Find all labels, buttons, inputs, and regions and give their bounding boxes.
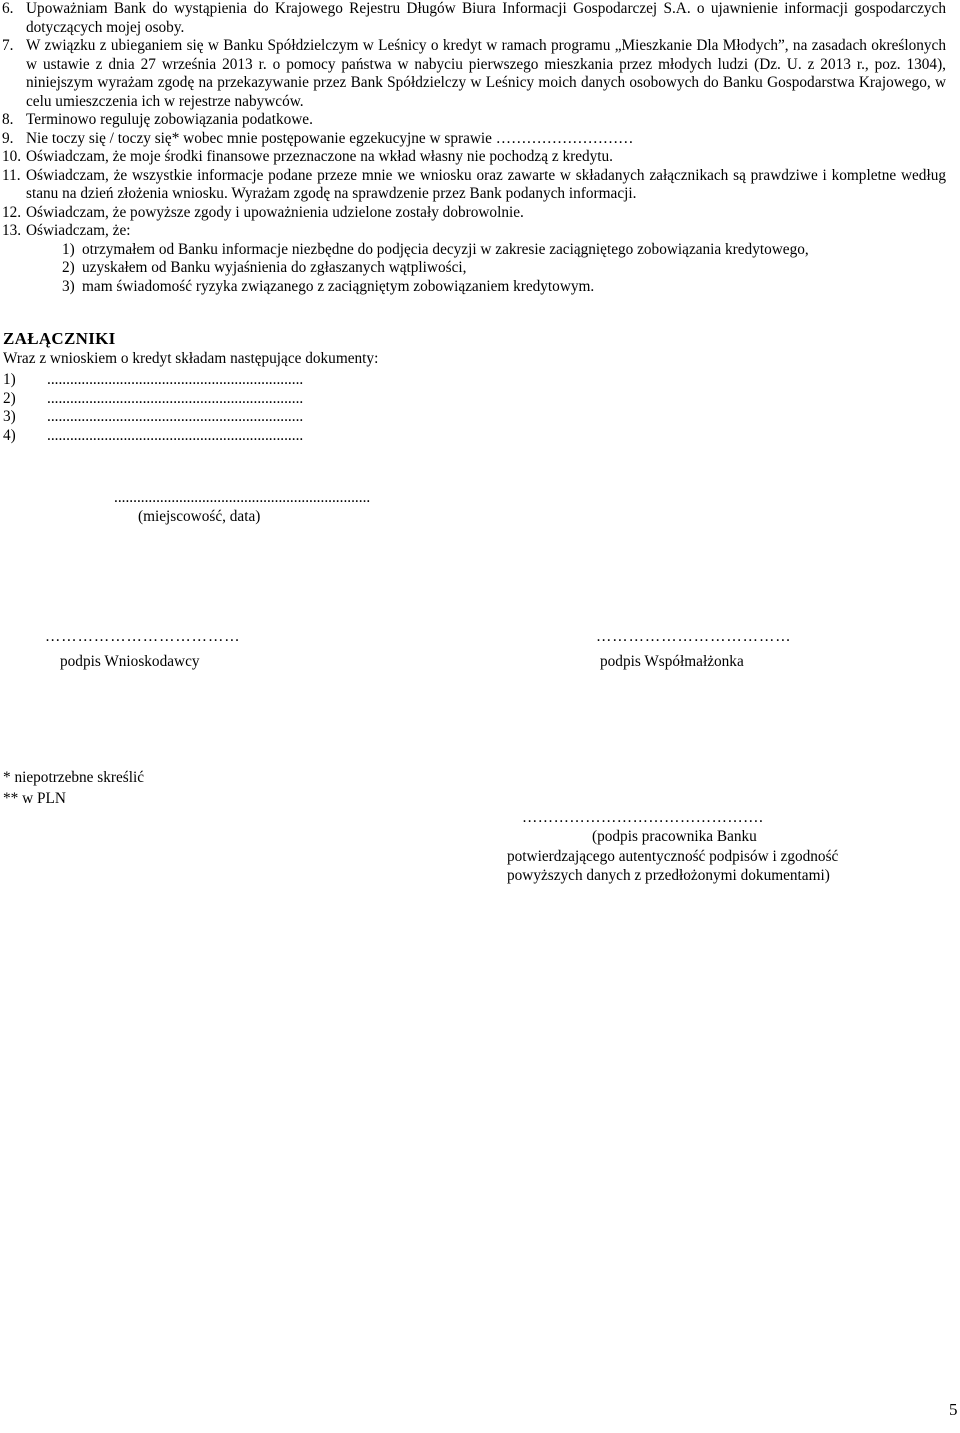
- attachment-dots: ...................................................................: [47, 371, 304, 388]
- sublist-number: 1): [62, 240, 75, 258]
- item-number: 7.: [2, 37, 14, 54]
- item-number: 6.: [2, 0, 14, 17]
- attachments-intro: Wraz z wnioskiem o kredyt składam następujące dokumenty:: [3, 350, 379, 367]
- bank-signature-note-line-3: powyższych danych z przedłożonymi dokumentami): [507, 867, 830, 884]
- place-date-dots: ...................................................................: [114, 489, 371, 506]
- attachment-line: [3, 371, 303, 390]
- sublist-text: otrzymałem od Banku informacje niezbędne do podjęcia decyzji w zakresie zaciągniętego zobowiązania kredytowego,: [82, 240, 809, 258]
- item-number: 10.: [2, 148, 22, 165]
- list-item: [2, 111, 946, 130]
- bank-signature-note-line-2: potwierdzającego autentyczność podpisów i zgodność: [507, 848, 839, 865]
- attachment-line: [3, 390, 303, 409]
- attachment-number: 1): [3, 371, 16, 388]
- bank-signature-line: ……………………………………….: [522, 809, 764, 826]
- sublist-item: [62, 241, 946, 260]
- page-number: 5: [949, 1400, 958, 1419]
- attachment-line: [3, 408, 303, 427]
- list-item: [2, 37, 946, 111]
- attachment-dots: ...................................................................: [47, 426, 304, 444]
- sublist-text: mam świadomość ryzyka związanego z zaciągniętym zobowiązaniem kredytowym.: [82, 277, 595, 295]
- item-number: 12.: [2, 203, 22, 221]
- footnote-currency: ** w PLN: [3, 790, 66, 807]
- item-text: W związku z ubieganiem się w Banku Spółdzielczym w Leśnicy o kredyt w ramach programu „Mieszkanie Dla Młodych”, na zasadach określonych w ustawie z dnia 27 września 2013 r. o pomocy państwa w nabyciu pierwszego mieszkania przez młodych ludzi (Dz. U. z 2013 r., poz. 1304), niniejszym wyrażam zgodę na przekazywanie przez Bank Spółdzielczy w Leśnicy moich danych osobowych do Banku Gospodarstwa Krajowego, w celu umieszczenia ich w rejestrze nabywców.: [26, 37, 946, 110]
- sublist-number: 2): [62, 259, 75, 276]
- sublist-text: uzyskałem od Banku wyjaśnienia do zgłaszanych wątpliwości,: [82, 259, 467, 276]
- place-date-label: (miejscowość, data): [138, 508, 261, 525]
- attachment-number: 3): [3, 408, 16, 425]
- list-item: [2, 222, 946, 241]
- item-number: 13.: [2, 222, 22, 239]
- applicant-signature-label: podpis Wnioskodawcy: [60, 653, 200, 670]
- attachment-number: 2): [3, 389, 16, 407]
- list-item: [2, 204, 946, 223]
- attachments-heading: ZAŁĄCZNIKI: [3, 329, 116, 348]
- declarations-sublist: [2, 241, 946, 297]
- attachment-number: 4): [3, 426, 16, 444]
- attachments-list: [3, 371, 303, 445]
- applicant-signature-line: ………………………………: [45, 628, 241, 645]
- item-number: 8.: [2, 111, 14, 128]
- item-text: Oświadczam, że powyższe zgody i upoważnienia udzielone zostały dobrowolnie.: [26, 203, 524, 221]
- item-text: Terminowo reguluję zobowiązania podatkowe.: [26, 111, 313, 128]
- attachment-dots: ...................................................................: [47, 408, 304, 425]
- sublist-item: [62, 259, 946, 278]
- list-item: [2, 167, 946, 204]
- sublist-item: [62, 278, 946, 297]
- item-text: Oświadczam, że:: [26, 222, 131, 239]
- attachment-line: [3, 427, 303, 446]
- bank-signature-label: (podpis pracownika Banku: [592, 828, 757, 845]
- item-text: Oświadczam, że moje środki finansowe przeznaczone na wkład własny nie pochodzą z kredytu.: [26, 148, 614, 165]
- spouse-signature-line: ………………………………: [596, 628, 792, 645]
- list-item: [2, 148, 946, 167]
- item-text: Oświadczam, że wszystkie informacje podane przeze mnie we wniosku oraz zawarte w składanych załącznikach są prawdziwe i kompletne według stanu na dzień złożenia wniosku. Wyrażam zgodę na sprawdzenie przez Bank podanych informacji.: [26, 166, 946, 202]
- sublist-number: 3): [62, 277, 75, 295]
- item-text: Nie toczy się / toczy się* wobec mnie postępowanie egzekucyjne w sprawie ………………………: [26, 129, 634, 147]
- spouse-signature-label: podpis Współmałżonka: [600, 653, 744, 670]
- item-text: Upoważniam Bank do wystąpienia do Krajowego Rejestru Długów Biura Informacji Gospodarczej S.A. o ujawnienie informacji gospodarczych dotyczących mojej osoby.: [26, 0, 946, 36]
- item-number: 9.: [2, 129, 14, 147]
- list-item: [2, 0, 946, 37]
- list-item: [2, 130, 946, 149]
- attachment-dots: ...................................................................: [47, 389, 304, 407]
- item-number: 11.: [2, 166, 21, 184]
- footnote-optional: * niepotrzebne skreślić: [3, 769, 145, 786]
- statements-list: [2, 0, 946, 296]
